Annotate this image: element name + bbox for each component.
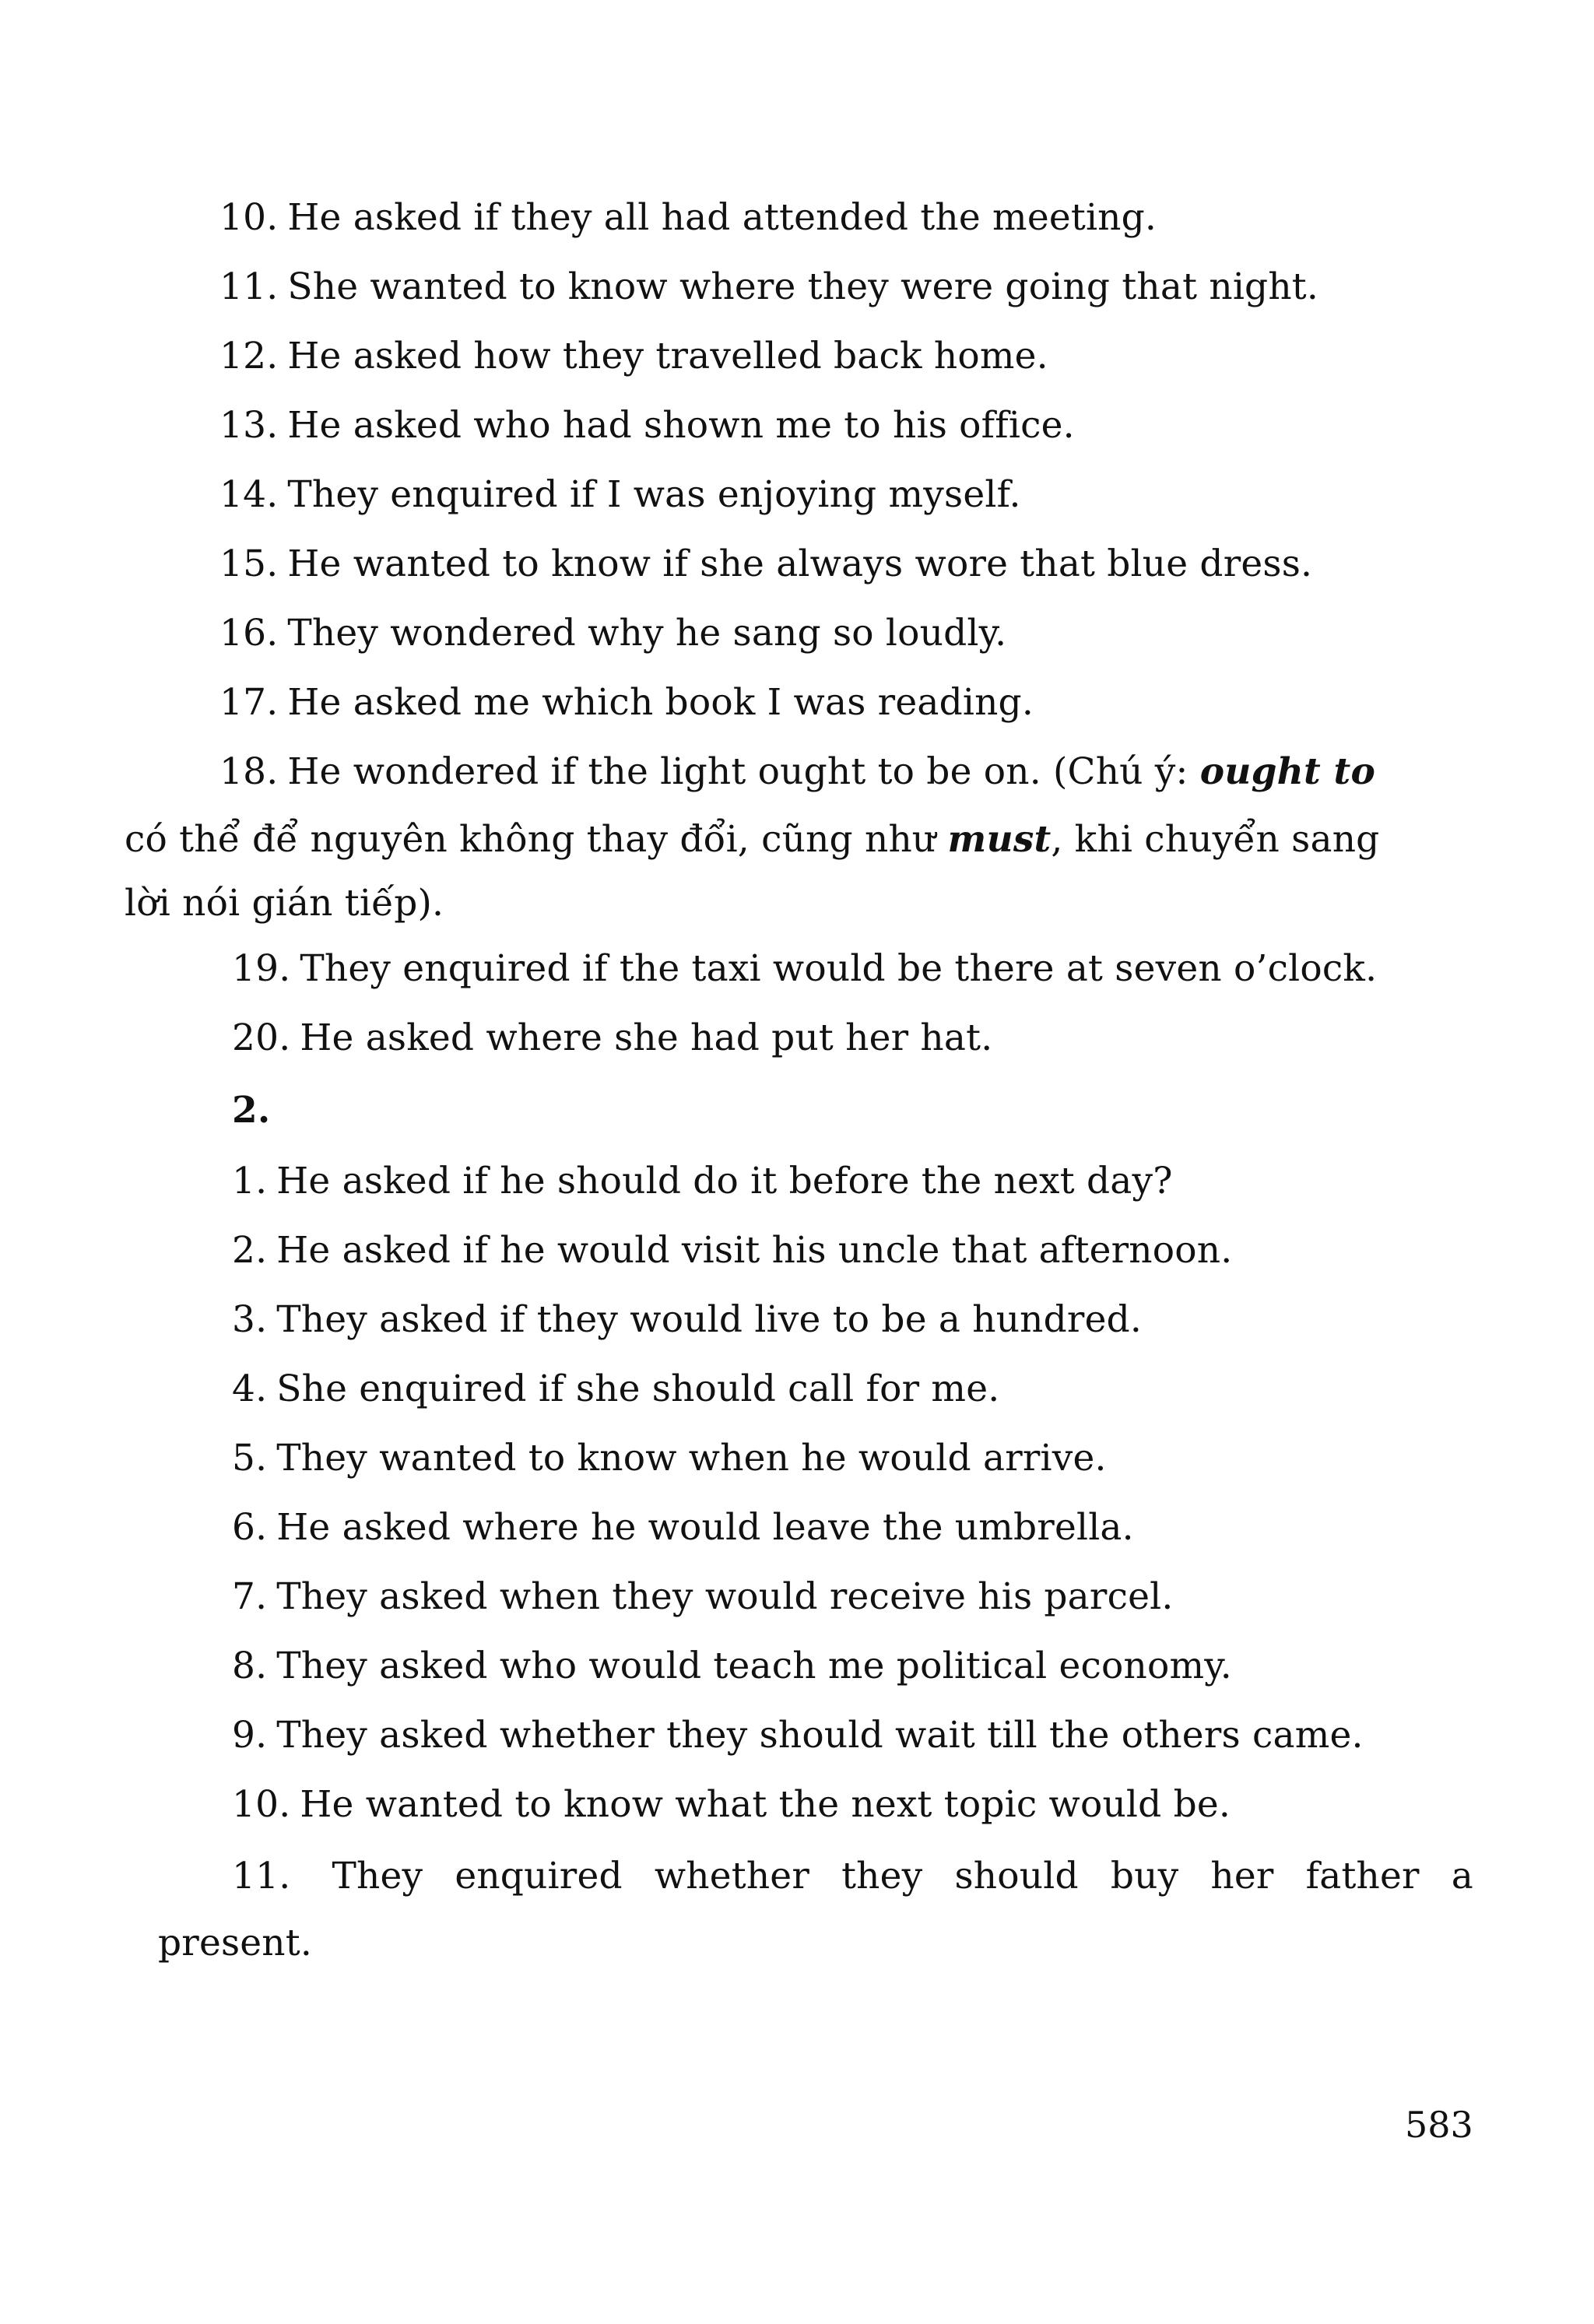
list-item: 6. He asked where he would leave the umbrella.: [232, 1506, 1134, 1549]
list-item: 4. She enquired if she should call for me.: [232, 1367, 1000, 1410]
list-item-18-continuation: lời nói gián tiếp).: [125, 882, 444, 925]
list-item: 5. They wanted to know when he would arrive.: [232, 1437, 1107, 1480]
list-item: 15. He wanted to know if she always wore that blue dress.: [219, 542, 1313, 585]
emphasis-text: ought to: [1199, 750, 1375, 793]
list-item-11-continuation: present.: [158, 1922, 312, 1964]
list-item: 11. She wanted to know where they were going that night.: [219, 265, 1319, 308]
section-heading: 2.: [232, 1089, 271, 1132]
list-item: 14. They enquired if I was enjoying myself.: [219, 473, 1021, 516]
list-item: 10. He asked if they all had attended the meeting.: [219, 196, 1157, 239]
list-item: 2. He asked if he would visit his uncle that afternoon.: [232, 1229, 1233, 1272]
list-item: 3. They asked if they would live to be a hundred.: [232, 1298, 1143, 1341]
list-item: 13. He asked who had shown me to his office.: [219, 404, 1075, 447]
list-item: 9. They asked whether they should wait till the others came.: [232, 1714, 1364, 1757]
list-item-18-continuation: có thể để nguyên không thay đổi, cũng như must, khi chuyển sang: [125, 818, 1380, 861]
list-item-18: 18. He wondered if the light ought to be on. (Chú ý: ought to: [219, 750, 1375, 793]
emphasis-text: must: [947, 818, 1052, 861]
page-number: 583: [1405, 2104, 1473, 2146]
list-item: 1. He asked if he should do it before the next day?: [232, 1160, 1173, 1202]
list-item: 20. He asked where she had put her hat.: [232, 1016, 993, 1059]
list-item: 8. They asked who would teach me political economy.: [232, 1645, 1232, 1687]
list-item: 19. They enquired if the taxi would be there at seven o’clock.: [232, 947, 1378, 990]
list-item: 12. He asked how they travelled back home.: [219, 335, 1048, 377]
list-item-11: 11. They enquired whether they should buy her father a: [232, 1855, 1474, 1897]
list-item: 10. He wanted to know what the next topic would be.: [232, 1783, 1231, 1826]
list-item: 16. They wondered why he sang so loudly.: [219, 612, 1007, 655]
list-item: 17. He asked me which book I was reading.: [219, 681, 1034, 724]
list-item: 7. They asked when they would receive his parcel.: [232, 1575, 1174, 1618]
